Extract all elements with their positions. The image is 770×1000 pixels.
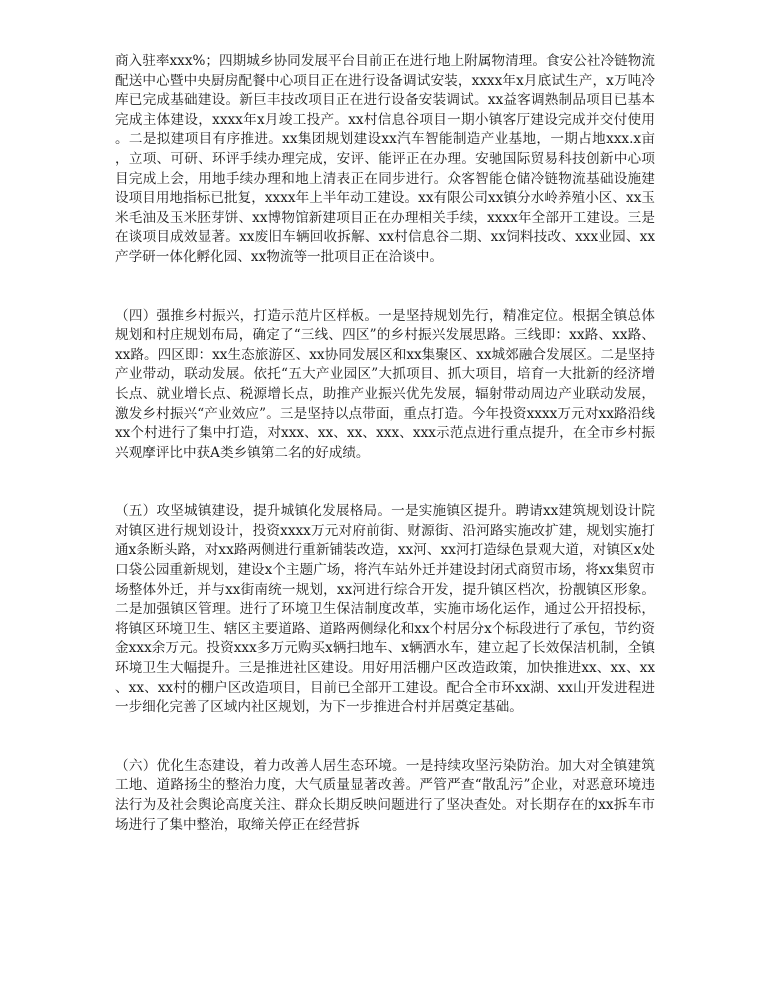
paragraph-rural-revitalization: （四）强推乡村振兴，打造示范片区样板。一是坚持规划先行，精准定位。根据全镇总体规划和村庄规划布局，确定了“三线、四区”的乡村振兴发展思路。三线即：xx路、xx路、xx路。四区即：xx生态旅游区、xx协同发展区和xx集聚区、xx城郊融合发展区。二是坚持产业带动，联动发展。依托“五大产业园区”大抓项目、抓大项目，培育一大批新的经济增长点、就业增长点、税源增长点，助推产业振兴优先发展，辐射带动周边产业联动发展，激发乡村振兴“产业效应”。三是坚持以点带面，重点打造。今年投资xxxx万元对xx路沿线xx个村进行了集中打造，对xxx、xx、xx、xxx、xxx示范点进行重点提升，在全市乡村振兴观摩评比中获A类乡镇第二名的好成绩。 (115, 307, 655, 461)
paragraph-town-construction: （五）攻坚城镇建设，提升城镇化发展格局。一是实施镇区提升。聘请xx建筑规划设计院对镇区进行规划设计，投资xxxx万元对府前街、财源街、沿河路实施改扩建，规划实施打通x条断头路，对xx路两侧进行重新铺装改造，xx河、xx河打造绿色景观大道，对镇区x处口袋公园重新规划，建设x个主题广场，将汽车站外迁并建设封闭式商贸市场，将xx集贸市场整体外迁，并与xx街南统一规划，xx河进行综合开发，提升镇区档次，扮靓镇区形象。二是加强镇区管理。进行了环境卫生保洁制度改革，实施市场化运作，通过公开招投标，将镇区环境卫生、辖区主要道路、道路两侧绿化和xx个村居分x个标段进行了承包，节约资金xxx余万元。投资xxx多万元购买x辆扫地车、x辆洒水车，建立起了长效保洁机制，全镇环境卫生大幅提升。三是推进社区建设。用好用活棚户区改造政策，加快推进xx、xx、xx、xx、xx村的棚户区改造项目，目前已全部开工建设。配合全市环xx湖、xx山开发进程进一步细化完善了区域内社区规划，为下一步推进合村并居奠定基础。 (115, 503, 655, 716)
paragraph-projects: 商入驻率xxx%；四期城乡协同发展平台目前正在进行地上附属物清理。食安公社冷链物流配送中心暨中央厨房配餐中心项目正在进行设备调试安装，xxxx年x月底试生产，x万吨冷库已完成基础建设。新巨丰技改项目正在进行设备安装调试。xx益客调熟制品项目已基本完成主体建设，xxxx年x月竣工投产。xx村信息谷项目一期小镇客厅建设完成并交付使用。二是拟建项目有序推进。xx集团规划建设xx汽车智能制造产业基地，一期占地xxx.x亩，立项、可研、环评手续办理完成，安评、能评正在办理。安驰国际贸易科技创新中心项目完成上会，用地手续办理和地上清表正在同步进行。众客智能仓储冷链物流基础设施建设项目用地指标已批复，xxxx年上半年动工建设。xx有限公司xx镇分水岭养殖小区、xx玉米毛油及玉米胚芽饼、xx博物馆新建项目正在办理相关手续，xxxx年全部开工建设。三是在谈项目成效显著。xx废旧车辆回收拆解、xx村信息谷二期、xx饲料技改、xxx业园、xx产学研一体化孵化园、xx物流等一批项目正在洽谈中。 (115, 53, 655, 265)
paragraph-spacer (115, 268, 655, 307)
paragraph-ecology: （六）优化生态建设，着力改善人居生态环境。一是持续攻坚污染防治。加大对全镇建筑工地、道路扬尘的整治力度，大气质量显著改善。严管严查“散乱污”企业，对恶意环境违法行为及社会舆论高度关注、群众长期反映问题进行了坚决查处。对长期存在的xx拆车市场进行了集中整治，取缔关停正在经营拆 (115, 757, 655, 833)
paragraph-spacer (115, 463, 655, 502)
document-body (115, 52, 655, 835)
paragraph-spacer (115, 718, 655, 757)
